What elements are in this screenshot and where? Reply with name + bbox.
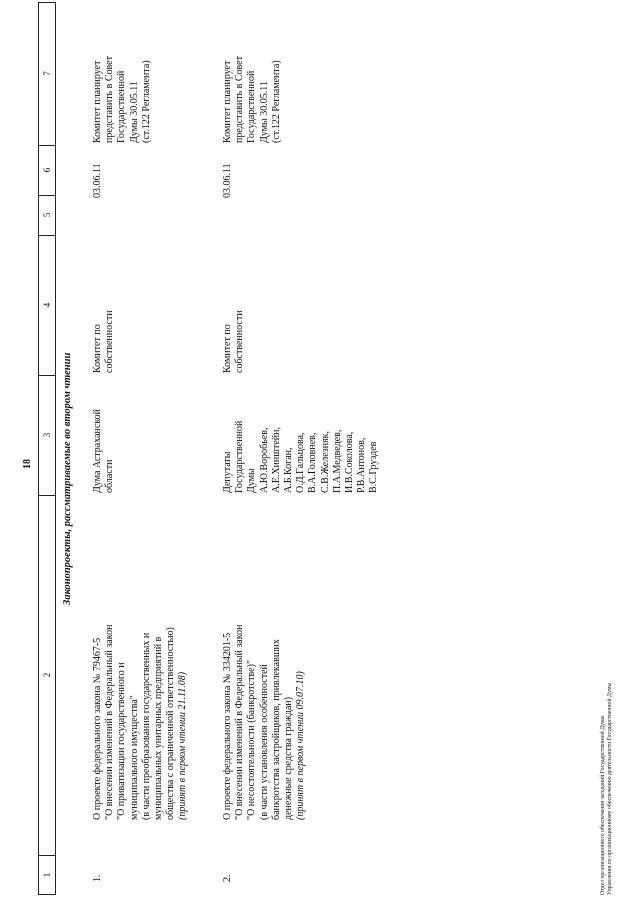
author-line: области — [104, 459, 116, 493]
column-header-1: 1 — [42, 872, 52, 878]
note-line: Комитет планирует — [92, 60, 103, 143]
description-line: банкротства застройщиков, привлекавших — [270, 639, 282, 820]
column-header-5: 5 — [39, 195, 55, 236]
description-line: общества с ограниченной ответственностью) — [165, 627, 177, 820]
first-reading-note: (принят в первом чтении 21.11.08) — [177, 671, 189, 820]
note-line: Государственной — [116, 70, 128, 143]
planned-date: 03.06.11 — [92, 163, 103, 198]
planned-date: 03.06.11 — [222, 163, 233, 198]
footer — [600, 683, 614, 895]
note-line: (ст.122 Регламента) — [270, 60, 282, 143]
description-line: муниципальных унитарных предприятий в — [153, 636, 165, 820]
committee-line: Комитет по — [222, 324, 233, 373]
author-line: И.В.Соколова, — [344, 431, 356, 493]
note-line: представить в Совет — [234, 56, 246, 143]
column-header-3: 3 — [39, 375, 55, 496]
committee-line: собственности — [234, 310, 246, 373]
description-line: денежные средства граждан) — [283, 696, 295, 820]
author-line: В.С.Груздев — [368, 441, 380, 493]
first-reading-note: (принят в первом чтении 09.07.10) — [295, 671, 307, 820]
column-header-2: 2 — [39, 495, 55, 856]
note-line: Думы 30.05.11 — [258, 81, 270, 143]
row-number: 2. — [222, 874, 233, 882]
footer-line: Управления по организационному обеспечению деятельности Государственной Думы — [607, 682, 614, 895]
note-line: Комитет планирует — [222, 60, 233, 143]
author-line: В.А.Головнев, — [307, 432, 319, 493]
author-line: Думы — [246, 468, 258, 493]
author-line: А.Е.Хинштейн, — [270, 427, 282, 493]
description-line: "О внесении изменений в Федеральный закон — [104, 624, 116, 820]
description-line: муниципального имущества" — [128, 695, 140, 820]
author-line: П.А.Медведев, — [331, 429, 343, 493]
author-line: Депутаты — [222, 451, 233, 493]
note-line: представить в Совет — [104, 56, 116, 143]
author-line: Государственной — [234, 420, 246, 493]
description-line: "О внесении изменений в Федеральный закон — [234, 624, 246, 820]
committee-note — [92, 33, 153, 143]
note-line: (ст.122 Регламента) — [140, 60, 152, 143]
table-header — [38, 2, 56, 895]
author-line: О.Д.Гальцова, — [295, 432, 307, 493]
row-number: 1. — [92, 874, 103, 882]
note-line: Государственной — [246, 70, 258, 143]
responsible-committee — [222, 278, 246, 373]
description-line: (в части преобразования государственных и — [140, 632, 152, 820]
author-line: Дума Астраханской — [92, 408, 103, 493]
author-line: А.Ю.Воробьев, — [258, 427, 270, 493]
note-line: Думы 30.05.11 — [128, 81, 140, 143]
section-title: Законопроекты, рассматриваемые во втором чтении — [62, 352, 73, 605]
bill-description — [222, 510, 307, 820]
committee-line: собственности — [104, 310, 116, 373]
committee-line: Комитет по — [92, 324, 103, 373]
description-line: "О приватизации государственного и — [116, 662, 128, 820]
page-number: 18 — [22, 459, 33, 469]
column-header-6: 6 — [39, 145, 55, 196]
author-line: А.Б.Коган, — [283, 447, 295, 493]
description-line: (в части установления особенностей — [258, 664, 270, 820]
author-line: Р.В.Антонов, — [356, 437, 368, 493]
bill-author — [222, 398, 381, 493]
bill-title: О проекте федерального закона № 79467-5 — [92, 637, 103, 820]
column-header-4: 4 — [39, 235, 55, 376]
description-line: "О несостоятельности (банкротстве)" — [246, 660, 258, 820]
bill-description — [92, 510, 190, 820]
responsible-committee — [92, 278, 116, 373]
bill-author — [92, 398, 116, 493]
author-line: С.В.Железняк, — [319, 430, 331, 493]
footer-line: Отдел организационного обеспечения заседаний Государственной Думы — [600, 715, 606, 895]
committee-note — [222, 33, 283, 143]
column-header-7: 7 — [39, 2, 55, 146]
bill-title: О проекте федерального закона № 334201-5 — [222, 632, 233, 820]
